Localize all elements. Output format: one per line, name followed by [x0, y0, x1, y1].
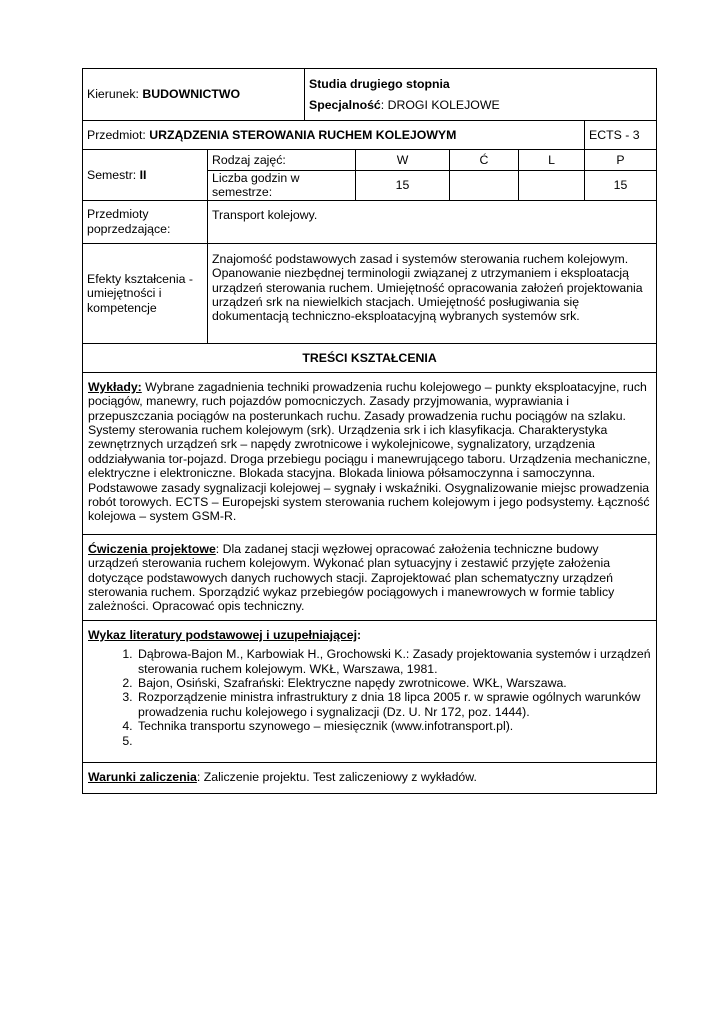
header-row: [83, 69, 657, 121]
studia-cell: [305, 69, 657, 121]
cwiczenia-cell: [83, 534, 657, 620]
tresci-row: [83, 343, 657, 372]
ects-cell: ECTS - 3: [585, 121, 657, 150]
specjalnosc-value: : DROGI KOLEJOWE: [380, 98, 500, 112]
semestr-value: II: [139, 167, 147, 182]
przedmiot-row: [83, 121, 657, 150]
efekty-value: Znajomość podstawowych zasad i systemów sterowania ruchem kolejowym. Opanowanie niezbędnej terminologii związanej z utrzymaniem i eksploatacją urządzeń sterowania ruchem. Umiejętność opracowania założeń projektowania urządzeń srk na niewielkich stacjach. Umiejętność posługiwania się dokumentacją techniczno-eksploatacyjną wybranych systemów srk.: [208, 243, 657, 343]
rodzaj-row: [83, 150, 657, 171]
literatura-item: 2. Bajon, Osiński, Szafrański: Elektryczne napędy zwrotnicowe. WKŁ, Warszawa.: [136, 676, 651, 690]
warunki-text: : Zaliczenie projektu. Test zaliczeniowy z wykładów.: [196, 769, 477, 784]
warunki-label: Warunki zaliczenia: [88, 769, 197, 784]
rodzaj-label: Rodzaj zajęć:: [208, 150, 356, 171]
syllabus-table: [82, 68, 657, 794]
literatura-label: Wykaz literatury podstawowej i uzupełniającej: [88, 627, 358, 642]
wyklady-label: Wykłady:: [88, 379, 142, 394]
warunki-cell: [83, 762, 657, 793]
przedmiot-label: Przedmiot:: [87, 127, 150, 142]
semestr-label: Semestr:: [87, 167, 140, 182]
header-c: Ć: [450, 150, 519, 171]
kierunek-label: Kierunek:: [87, 87, 143, 102]
warunki-row: [83, 762, 657, 793]
literatura-item: 3. Rozporządzenie ministra infrastruktury z dnia 18 lipca 2005 r. w sprawie ogólnych warunków prowadzenia ruchu kolejowego i sygnalizacji (Dz. U. Nr 172, poz. 1444).: [136, 690, 651, 719]
header-w: W: [356, 150, 450, 171]
godziny-c: [450, 171, 519, 201]
studia-label: Studia drugiego stopnia: [309, 76, 450, 91]
wyklady-cell: [83, 372, 657, 534]
literatura-suffix: :: [357, 627, 362, 642]
przedmiot-value: URZĄDZENIA STEROWANIA RUCHEM KOLEJOWYM: [149, 127, 457, 142]
tresci-heading: [83, 343, 657, 372]
przedmiot-cell: [83, 121, 585, 150]
kierunek-value: BUDOWNICTWO: [142, 87, 241, 102]
wyklady-text: Wybrane zagadnienia techniki prowadzenia ruchu kolejowego – punkty eksploatacyjne, ruch pociągów, manewry, ruch pojazdów pomocniczych. Zasady przyjmowania, wyprawiania i przepuszczania pociągów na posterunkach ruchu. Zasady prowadzenia ruchu pociągów na szlaku. Systemy sterowania ruchem kolejowym (srk). Urządzenia srk i ich klasyfikacja. Charakterystyka zewnętrznych urządzeń srk – napędy zwrotnicowe i wykolejnicowe, sygnalizatory, urządzenia oddziaływania tor-pojazd. Droga przebiegu pociągu i manewrującego taboru. Urządzenia mechaniczne, elektryczne i elektroniczne. Blokada stacyjna. Blokada liniowa półsamoczynna i samoczynna. Podstawowe zasady sygnalizacji kolejowej – sygnały i wskaźniki. Osygnalizowanie miejsc prowadzenia robót torowych. ECTS – Europejski system sterowania ruchem kolejowym i jego podsystemy. Łączność kolejowa – system GSM-R.: [88, 379, 651, 524]
godziny-p: 15: [585, 171, 657, 201]
literatura-list: [88, 647, 651, 748]
godziny-w: 15: [356, 171, 450, 201]
literatura-item: 4. Technika transportu szynowego – miesięcznik (www.infotransport.pl).: [136, 719, 651, 733]
poprzedzajace-row: [83, 200, 657, 243]
specjalnosc-label: Specjalność: [309, 98, 381, 112]
kierunek-cell: [83, 69, 305, 121]
literatura-item: [136, 734, 651, 748]
efekty-row: [83, 243, 657, 343]
header-p: P: [585, 150, 657, 171]
wyklady-row: [83, 372, 657, 534]
literatura-item: 1. Dąbrowa-Bajon M., Karbowiak H., Grochowski K.: Zasady projektowania systemów i urządzeń sterowania ruchem kolejowym. WKŁ, Warszawa, 1981.: [136, 647, 651, 676]
cwiczenia-text: : Dla zadanej stacji węzłowej opracować założenia techniczne budowy urządzeń sterowania ruchem kolejowym. Wykonać plan sytuacyjny i zestawić przyjęte założenia dotyczące podstawowych danych ruchowych stacji. Zaprojektować plan schematyczny urządzeń sterowania ruchem. Sporządzić wykaz przebiegów pociągowych i manewrowych w formie tablicy zależności. Opracować opis techniczny.: [88, 541, 615, 614]
literatura-row: [83, 620, 657, 762]
literatura-cell: [83, 620, 657, 762]
poprzedzajace-label: Przedmioty poprzedzające:: [83, 200, 208, 243]
tresci-heading-text: TREŚCI KSZTAŁCENIA: [302, 350, 437, 365]
cwiczenia-label: Ćwiczenia projektowe: [88, 541, 216, 556]
godziny-l: [519, 171, 585, 201]
efekty-label: Efekty kształcenia - umiejętności i kompetencje: [83, 243, 208, 343]
cwiczenia-row: [83, 534, 657, 620]
poprzedzajace-value: Transport kolejowy.: [208, 200, 657, 243]
header-l: L: [519, 150, 585, 171]
godziny-label: Liczba godzin w semestrze:: [208, 171, 356, 201]
semestr-cell: [83, 150, 208, 201]
